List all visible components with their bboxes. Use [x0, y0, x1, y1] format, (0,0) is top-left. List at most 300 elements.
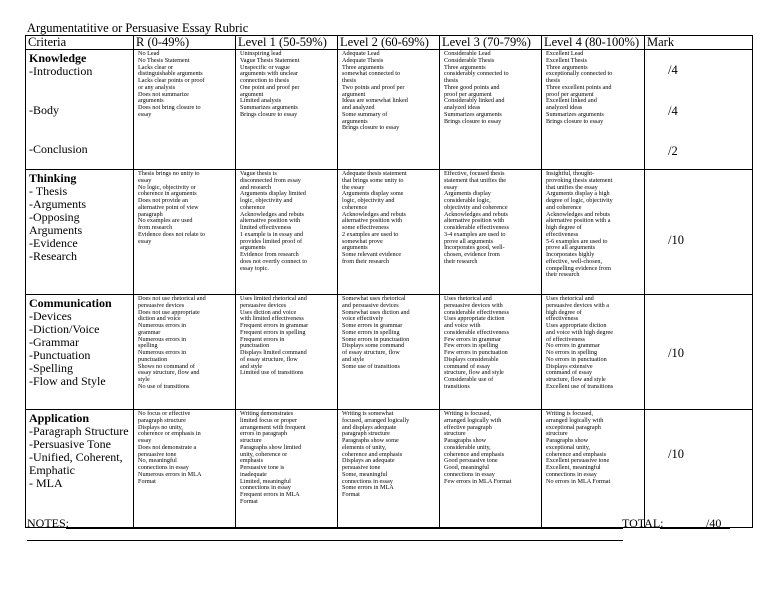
descriptor-line: effective paragraph	[444, 423, 492, 431]
descriptor-line: Arguments display	[444, 190, 491, 198]
descriptor-line: alternative point of view	[138, 203, 199, 211]
descriptor-line: considerable logic,	[444, 197, 491, 204]
mark-cell	[645, 295, 753, 410]
criteria-title: Knowledge	[29, 51, 87, 65]
descriptor-line: unity, coherence or	[240, 450, 288, 458]
descriptor-r	[134, 410, 236, 528]
criteria-item: Emphatic	[29, 463, 75, 477]
descriptor-line: persuasive tone	[342, 464, 381, 471]
descriptor-line: Paragraphs show	[546, 437, 589, 444]
descriptor-line: Uninspiring lead	[240, 50, 282, 57]
descriptor-line: or any analysis	[138, 83, 176, 91]
descriptor-line: Lacks clear points or proof	[138, 77, 205, 84]
descriptor-line: Frequent errors in MLA	[240, 491, 300, 498]
descriptor-line: Adequate thesis statement	[342, 170, 407, 177]
descriptor-line: punctuation	[240, 342, 270, 350]
descriptor-line: Three arguments	[444, 63, 486, 71]
descriptor-level-2	[338, 50, 440, 170]
descriptor-line: command of essay	[546, 369, 593, 377]
descriptor-level-3	[440, 295, 542, 410]
descriptor-line: Few errors in grammar	[444, 335, 501, 343]
descriptor-line: coherence or emphasis in	[138, 430, 201, 438]
descriptor-line: No Lead	[138, 50, 160, 57]
rubric-table	[25, 35, 753, 528]
descriptor-line: alternative position with a	[546, 217, 611, 225]
header-r: R (0-49%)	[134, 36, 236, 50]
descriptor-line: distinguishable arguments	[138, 70, 203, 78]
descriptor-line: coherence	[240, 203, 266, 211]
descriptor-level-4	[542, 295, 645, 410]
criteria-item	[29, 117, 130, 130]
descriptor-line: Brings closure to essay	[342, 124, 400, 132]
descriptor-line: statement that unifies the	[444, 176, 507, 184]
descriptor-line: No errors in punctuation	[546, 355, 607, 363]
descriptor-line: 5-6 examples are used to	[546, 237, 608, 245]
descriptor-r	[134, 170, 236, 295]
criteria-item: -Devices	[29, 309, 72, 323]
criteria-title: Thinking	[29, 171, 77, 185]
descriptor-line: Frequent errors in grammar	[240, 322, 309, 329]
mark-cell	[645, 170, 753, 295]
descriptor-level-1	[236, 170, 338, 295]
descriptor-line: Arguments display some	[342, 190, 404, 198]
descriptor-line: high degree of	[546, 308, 582, 316]
descriptor-line: thesis	[546, 77, 561, 84]
total-value: /40	[706, 516, 722, 530]
descriptor-level-4	[542, 50, 645, 170]
descriptor-line: command of essay	[444, 362, 491, 370]
criteria-cell	[26, 50, 134, 170]
descriptor-line: No Thesis Statement	[138, 56, 190, 64]
criteria-item: -Body	[29, 103, 59, 117]
descriptor-line: coherence and emphasis	[342, 450, 403, 458]
descriptor-level-1	[236, 295, 338, 410]
descriptor-line: Does not summarize	[138, 90, 189, 98]
mark-cell	[645, 410, 753, 528]
descriptor-line: analyzed ideas	[546, 104, 583, 111]
descriptor-line: Displays limited command	[240, 349, 307, 356]
criteria-item: -Introduction	[29, 64, 93, 78]
descriptor-line: Some, meaningful	[342, 470, 388, 478]
criteria-item: -Punctuation	[29, 348, 91, 362]
header-level-1: Level 1 (50-59%)	[236, 36, 338, 50]
criteria-cell	[26, 170, 134, 295]
descriptor-line: structure, flow and style	[546, 376, 606, 383]
descriptor-line: Lacks clear or	[138, 63, 174, 71]
descriptor-line: Three excellent points and	[546, 83, 612, 91]
descriptor-line: Format	[138, 477, 156, 485]
mark-value: /10	[668, 447, 684, 461]
descriptor-line: Uses rhetorical and	[546, 295, 594, 302]
criteria-item: -Persuasive Tone	[29, 437, 111, 451]
criteria-item	[29, 78, 130, 91]
descriptor-line: limited effectiveness	[240, 224, 292, 231]
descriptor-line: with limited effectiveness	[240, 315, 304, 323]
descriptor-line: Excellent persuasive tone	[546, 457, 610, 465]
descriptor-line: and displays adequate	[342, 423, 397, 431]
criteria-item: -Opposing	[29, 210, 80, 224]
notes-label: NOTES:	[27, 516, 69, 530]
descriptor-line: provides limited proof of	[240, 237, 303, 245]
descriptor-line: argument	[342, 90, 366, 98]
descriptor-line: Adequate Lead	[342, 50, 380, 57]
descriptor-line: of essay structure, flow	[342, 349, 400, 356]
descriptor-line: arranged logically with	[546, 416, 604, 424]
criteria-item: -Conclusion	[29, 142, 88, 156]
descriptor-line: Displays no unity,	[138, 423, 183, 431]
notes-line-2	[27, 540, 623, 541]
descriptor-line: considerably connected to	[444, 70, 509, 78]
descriptor-line: Three arguments	[342, 63, 384, 71]
descriptor-line: persuasive devices	[240, 301, 287, 309]
descriptor-line: exceptional paragraph	[546, 423, 601, 431]
header-criteria: Criteria	[26, 36, 134, 50]
descriptor-line: Limited, meaningful	[240, 477, 291, 485]
descriptor-line: errors in paragraph	[240, 430, 288, 438]
descriptor-line: considerable unity,	[444, 443, 491, 451]
descriptor-line: diction and voice	[138, 315, 181, 323]
descriptor-line: Limited analysis	[240, 97, 282, 105]
descriptor-line: compelling evidence from	[546, 264, 611, 272]
descriptor-line: of effectiveness	[546, 335, 585, 343]
descriptor-line: emphasis	[240, 457, 264, 465]
criteria-item: -Grammar	[29, 335, 79, 349]
descriptor-line: paragraph	[138, 210, 163, 218]
descriptor-line: proof per argument	[444, 90, 492, 98]
descriptor-line: degree of logic, objectivity	[546, 197, 613, 204]
descriptor-line: Insightful, thought-	[546, 170, 595, 177]
descriptor-line: essay structure, flow and	[138, 369, 200, 377]
descriptor-line: Adequate Thesis	[342, 56, 384, 64]
descriptor-line: No errors in grammar	[546, 342, 600, 350]
descriptor-line: Writing is focused,	[444, 410, 492, 417]
descriptor-line: Brings closure to essay	[444, 117, 502, 125]
descriptor-line: from research	[138, 224, 173, 231]
descriptor-line: No, meaningful	[138, 457, 177, 465]
descriptor-line: Uses rhetorical and	[444, 295, 492, 302]
descriptor-line: Thesis brings no unity to	[138, 170, 200, 177]
descriptor-line: paragraph structure	[342, 430, 390, 438]
descriptor-line: Displays extensive	[546, 362, 593, 370]
descriptor-line: Three arguments	[546, 63, 588, 71]
criteria-item: -Spelling	[29, 361, 73, 375]
descriptor-line: alternative position with	[444, 217, 505, 225]
descriptor-line: Somewhat uses rhetorical	[342, 295, 406, 302]
criteria-item: -Flow and Style	[29, 374, 106, 388]
descriptor-line: structure, flow and style	[444, 369, 504, 377]
descriptor-line: Does not provide an	[138, 197, 189, 204]
descriptor-line: structure	[444, 430, 466, 438]
descriptor-line: alternative position with	[240, 217, 301, 225]
descriptor-line: alternative position with	[342, 217, 403, 225]
descriptor-line: Unspecific or vague	[240, 63, 290, 71]
descriptor-line: and style	[342, 355, 365, 363]
descriptor-line: connections in essay	[240, 484, 291, 492]
criteria-title: Application	[29, 411, 90, 425]
descriptor-line: and persuasive devices	[342, 301, 399, 309]
descriptor-line: Acknowledges and rebuts	[546, 210, 610, 218]
descriptor-line: persuasive devices with	[444, 301, 503, 309]
descriptor-line: argument	[240, 90, 264, 98]
descriptor-line: some effectiveness	[342, 224, 389, 231]
descriptor-line: Summarizes arguments	[546, 110, 604, 118]
descriptor-line: provoking thesis statement	[546, 176, 613, 184]
descriptor-line: Some summary of	[342, 110, 388, 118]
descriptor-line: Displays considerable	[444, 355, 499, 363]
descriptor-line: considerable effectiveness	[444, 308, 509, 316]
descriptor-line: spelling	[138, 342, 158, 350]
criteria-item: -Evidence	[29, 236, 78, 250]
descriptor-line: arguments	[342, 244, 368, 252]
descriptor-line: paragraph structure	[138, 416, 186, 424]
descriptor-line: arguments	[342, 117, 368, 125]
descriptor-line: Does not bring closure to	[138, 104, 201, 111]
header-level-2: Level 2 (60-69%)	[338, 36, 440, 50]
descriptor-line: Some errors in MLA	[342, 484, 394, 492]
descriptor-line: Brings closure to essay	[240, 110, 298, 118]
descriptor-line: essay topic.	[240, 264, 269, 272]
descriptor-line: Somewhat uses diction and	[342, 308, 410, 316]
descriptor-line: and research	[240, 183, 272, 191]
descriptor-line: Three good points and	[444, 83, 500, 91]
mark-value: /4	[668, 63, 678, 77]
descriptor-line: Some errors in punctuation	[342, 335, 410, 343]
descriptor-line: persuasive tone	[138, 450, 177, 458]
descriptor-line: Considerable use of	[444, 376, 494, 383]
mark-value: /2	[668, 144, 678, 158]
descriptor-line: effectiveness	[546, 230, 579, 238]
descriptor-line: connections in essay	[342, 477, 393, 485]
descriptor-line: effectiveness	[546, 315, 579, 323]
descriptor-line: Displays some command	[342, 342, 405, 350]
rubric-row	[26, 410, 753, 528]
descriptor-line: and analyzed	[342, 104, 375, 111]
descriptor-line: persuasive devices	[138, 301, 185, 309]
descriptor-line: their research	[444, 257, 478, 265]
descriptor-line: chosen, evidence from	[444, 251, 500, 258]
descriptor-line: Incorporates good, well-	[444, 244, 505, 252]
descriptor-line: Some errors in grammar	[342, 322, 403, 329]
descriptor-level-2	[338, 295, 440, 410]
header-level-4: Level 4 (80-100%)	[542, 36, 645, 50]
descriptor-line: connections in essay	[444, 470, 495, 478]
descriptor-line: exceptionally connected to	[546, 70, 613, 78]
descriptor-line: high degree of	[546, 224, 582, 231]
descriptor-line: arguments with unclear	[240, 70, 298, 78]
descriptor-line: coherence	[342, 203, 368, 211]
descriptor-line: essay	[138, 176, 152, 184]
descriptor-line: Arguments display a high	[546, 190, 610, 198]
descriptor-line: Acknowledges and rebuts	[444, 210, 508, 218]
descriptor-line: exceptional unity,	[546, 443, 590, 451]
descriptor-line: Writing is focused,	[546, 410, 594, 417]
descriptor-line: thesis	[444, 77, 459, 84]
notes-line	[66, 528, 623, 529]
descriptor-line: Excellent Lead	[546, 50, 584, 57]
descriptor-line: Good persuasive tone	[444, 457, 498, 465]
descriptor-level-3	[440, 410, 542, 528]
descriptor-line: arguments	[240, 244, 266, 252]
descriptor-line: of essay structure, flow	[240, 355, 298, 363]
descriptor-level-3	[440, 50, 542, 170]
descriptor-line: structure	[240, 437, 262, 444]
descriptor-line: No errors in spelling	[546, 349, 598, 356]
descriptor-line: Some errors in spelling	[342, 328, 400, 336]
descriptor-line: logic, objectivity and	[240, 197, 293, 204]
descriptor-line: Few errors in MLA Format	[444, 477, 512, 485]
descriptor-line: Excellent linked and	[546, 97, 597, 105]
descriptor-line: Brings closure to essay	[546, 117, 604, 125]
criteria-item: Arguments	[29, 223, 83, 237]
criteria-item: -Unified, Coherent,	[29, 450, 123, 464]
descriptor-line: and coherence	[546, 203, 582, 211]
descriptor-line: Acknowledges and rebuts	[342, 210, 406, 218]
descriptor-line: effective, well-chosen,	[546, 257, 603, 265]
descriptor-level-4	[542, 170, 645, 295]
descriptor-line: Does not demonstrate a	[138, 443, 197, 451]
descriptor-line: Writing is somewhat	[342, 410, 394, 417]
criteria-item: -Diction/Voice	[29, 322, 100, 336]
total-label: TOTAL:	[622, 516, 664, 530]
header-mark: Mark	[645, 36, 753, 50]
descriptor-line: Incorporates highly	[546, 251, 595, 258]
descriptor-line: Ideas are somewhat linked	[342, 97, 408, 105]
descriptor-line: voice effectively	[342, 315, 384, 323]
descriptor-line: essay	[138, 437, 152, 444]
descriptor-line: Considerably linked and	[444, 97, 505, 105]
descriptor-line: style	[138, 376, 150, 383]
descriptor-line: prove all arguments	[444, 237, 494, 245]
descriptor-line: grammar	[138, 328, 161, 336]
descriptor-line: Excellent Thesis	[546, 56, 587, 64]
descriptor-line: Numerous errors in	[138, 322, 187, 329]
descriptor-line: Good, meaningful	[444, 464, 490, 471]
descriptor-line: transitions	[444, 382, 470, 390]
descriptor-level-2	[338, 410, 440, 528]
descriptor-line: coherence in arguments	[138, 190, 197, 198]
descriptor-line: inadequate	[240, 470, 267, 478]
mark-value: /10	[668, 346, 684, 360]
descriptor-line: persuasive devices with a	[546, 301, 610, 309]
descriptor-line: Paragraphs show some	[342, 437, 399, 444]
criteria-item: -Research	[29, 249, 77, 263]
descriptor-line: Considerable Thesis	[444, 56, 495, 64]
criteria-title: Communication	[29, 296, 112, 310]
descriptor-line: Persuasive tone is	[240, 464, 285, 471]
descriptor-line: Evidence does not relate to	[138, 230, 206, 238]
criteria-item: - Thesis	[29, 184, 68, 198]
descriptor-line: Limited use of transitions	[240, 369, 304, 377]
descriptor-line: Summarizes arguments	[444, 110, 502, 118]
rubric-row	[26, 50, 753, 170]
descriptor-line: connections in essay	[546, 470, 597, 478]
descriptor-line: arranged logically with	[444, 416, 502, 424]
descriptor-line: thesis	[342, 77, 357, 84]
descriptor-line: Numerous errors in MLA	[138, 470, 202, 478]
mark-cell	[645, 50, 753, 170]
descriptor-line: One point and proof per	[240, 83, 300, 91]
descriptor-line: limited focus or proper	[240, 416, 297, 424]
descriptor-line: Writing demonstrates	[240, 410, 294, 417]
rubric-row	[26, 295, 753, 410]
descriptor-line: Few errors in spelling	[444, 342, 499, 350]
descriptor-line: No focus or effective	[138, 410, 191, 417]
descriptor-line: Some use of transitions	[342, 362, 400, 370]
descriptor-line: that brings some unity to	[342, 176, 404, 184]
descriptor-line: Considerable Lead	[444, 50, 491, 57]
descriptor-level-3	[440, 170, 542, 295]
descriptor-line: Summarizes arguments	[240, 104, 298, 111]
descriptor-line: Uses appropriate diction	[546, 322, 607, 329]
criteria-item: - MLA	[29, 476, 63, 490]
header-level-3: Level 3 (70-79%)	[440, 36, 542, 50]
descriptor-level-2	[338, 170, 440, 295]
descriptor-line: and voice with high degree	[546, 328, 614, 336]
rubric-row	[26, 170, 753, 295]
descriptor-line: coherence and emphasis	[444, 450, 505, 458]
descriptor-line: connection to thesis	[240, 77, 290, 84]
criteria-cell	[26, 410, 134, 528]
descriptor-line: objectivity and coherence	[444, 203, 508, 211]
descriptor-line: No use of transitions	[138, 382, 190, 390]
descriptor-line: No examples are used	[138, 217, 193, 225]
mark-value: /10	[668, 233, 684, 247]
criteria-cell	[26, 295, 134, 410]
descriptor-line: Format	[240, 497, 258, 505]
descriptor-line: 2 examples are used to	[342, 230, 399, 238]
descriptor-r	[134, 50, 236, 170]
descriptor-line: Uses diction and voice	[240, 308, 297, 316]
descriptor-line: considerable effectiveness	[444, 328, 509, 336]
rubric-title: Argumentatitive or Persuasive Essay Rubric	[27, 21, 249, 35]
descriptor-line: 1 example is in essay and	[240, 230, 304, 238]
descriptor-line: Numerous errors in	[138, 349, 187, 356]
descriptor-line: Few errors in punctuation	[444, 349, 508, 356]
descriptor-line: Frequent errors in	[240, 335, 285, 343]
descriptor-line: from their research	[342, 257, 390, 265]
descriptor-level-1	[236, 410, 338, 528]
descriptor-line: arguments	[138, 97, 164, 105]
descriptor-line: coherence and emphasis	[546, 450, 607, 458]
descriptor-line: focused, arranged logically	[342, 416, 410, 424]
descriptor-line: proof per argument	[546, 90, 594, 98]
descriptor-line: their research	[546, 271, 580, 279]
descriptor-line: Uses appropriate diction	[444, 315, 505, 323]
descriptor-line: structure	[546, 430, 568, 438]
descriptor-line: analyzed ideas	[444, 104, 481, 111]
descriptor-line: Frequent errors in spelling	[240, 328, 306, 336]
descriptor-line: Evidence from research	[240, 251, 299, 258]
header-row	[26, 36, 753, 50]
descriptor-line: Some relevant evidence	[342, 251, 402, 258]
descriptor-line: prove all arguments	[546, 244, 596, 252]
descriptor-line: essay	[138, 237, 152, 245]
descriptor-line: No errors in MLA Format	[546, 477, 611, 485]
descriptor-line: Numerous errors in	[138, 335, 187, 343]
descriptor-level-4	[542, 410, 645, 528]
descriptor-line: disconnected from essay	[240, 176, 301, 184]
descriptor-line: 3-4 examples are used to	[444, 230, 506, 238]
descriptor-line: Effective, focused thesis	[444, 170, 505, 177]
descriptor-line: the essay	[342, 183, 365, 191]
descriptor-line: Uses limited rhetorical and	[240, 295, 307, 302]
descriptor-line: connections in essay	[138, 464, 189, 471]
descriptor-line: punctuation	[138, 355, 168, 363]
descriptor-line: Shows no command of	[138, 362, 195, 370]
descriptor-line: Does not use appropriate	[138, 308, 200, 316]
descriptor-line: and style	[240, 362, 263, 370]
descriptor-line: somewhat prove	[342, 237, 383, 245]
